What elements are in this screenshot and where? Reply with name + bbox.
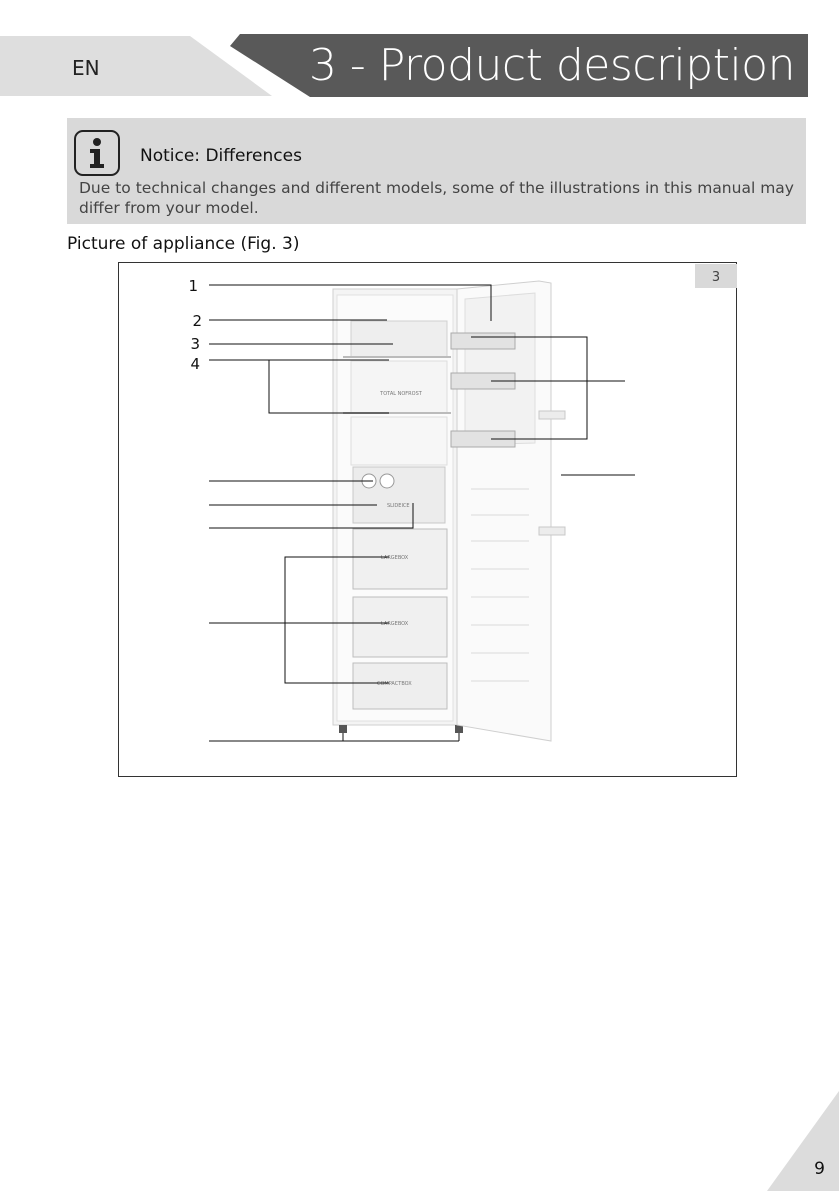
adjustable-foot [339,725,347,733]
callout-4: 4 [190,355,200,373]
callout-1: 1 [188,277,198,295]
callout-2: 2 [192,312,202,330]
notice-box [67,118,806,224]
figure-number: 3 [711,270,721,285]
upper-compartment [351,361,447,413]
slideice-label: SLIDEICE [387,503,410,509]
door-handle [539,411,565,419]
largebox-label-1: LARGEBOX [381,555,409,561]
appliance-figure [118,262,737,777]
notice-title: Notice: Differences [140,146,302,166]
door-inner-upper [465,293,535,445]
info-icon [74,130,120,176]
compactbox-label: COMPACTBOX [377,681,412,687]
top-drawer [351,321,447,357]
notice-text: Due to technical changes and different models, some of the illustrations in this manual may differ from your model. [79,179,794,217]
nofrost-label: TOTAL NOFROST [380,391,422,397]
largebox-label-2: LARGEBOX [381,621,409,627]
language-code: EN [72,56,100,80]
callout-3: 3 [190,335,200,353]
freezer-drawer [353,597,447,657]
page-corner [767,1091,839,1191]
figure-heading: Picture of appliance (Fig. 3) [67,234,300,254]
page-number: 9 [814,1159,825,1179]
door-bin [451,333,515,349]
section-title: 3 - Product description [308,40,795,91]
middle-compartment [351,417,447,465]
door-handle [539,527,565,535]
appliance-illustration [119,263,738,778]
ice-tray-knob [380,474,394,488]
